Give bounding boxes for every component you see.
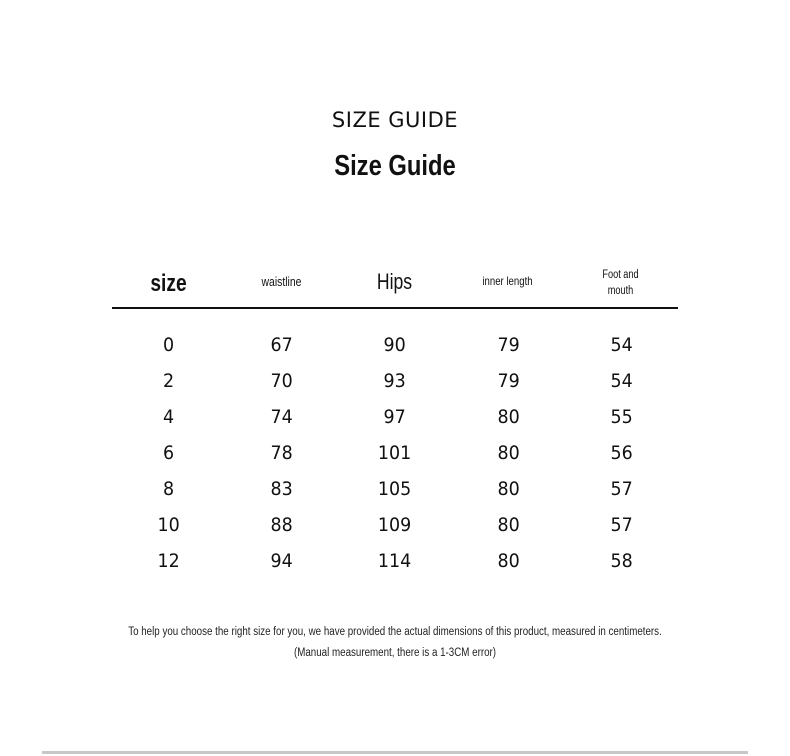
cell-inner-length: 80 xyxy=(497,478,520,500)
column-header-size: size xyxy=(150,270,187,297)
cell-inner-length: 80 xyxy=(497,550,520,572)
cell-waistline: 67 xyxy=(270,334,293,356)
cell-hips: 90 xyxy=(383,334,407,356)
cell-waistline: 70 xyxy=(270,370,293,392)
table-row xyxy=(112,399,678,435)
cell-size: 10 xyxy=(157,514,180,536)
table-row xyxy=(112,507,678,543)
cell-foot-and-mouth: 54 xyxy=(610,334,633,356)
cell-hips: 93 xyxy=(383,370,407,392)
cell-hips: 101 xyxy=(378,442,412,464)
cell-foot-and-mouth: 57 xyxy=(610,478,633,500)
cell-inner-length: 80 xyxy=(497,514,520,536)
cell-waistline: 94 xyxy=(270,550,293,572)
measurement-error-note: (Manual measurement, there is a 1-3CM error) xyxy=(293,647,497,659)
cell-inner-length: 80 xyxy=(497,406,520,428)
foot-header-line-1: Foot and xyxy=(602,269,639,281)
cell-foot-and-mouth: 56 xyxy=(610,442,633,464)
foot-header-line-2: mouth xyxy=(607,285,634,297)
table-body xyxy=(112,309,678,579)
table-row xyxy=(112,543,678,579)
cell-hips: 114 xyxy=(378,550,412,572)
table-row xyxy=(112,435,678,471)
column-header-foot-and-mouth xyxy=(575,267,665,299)
cell-size: 2 xyxy=(163,370,175,392)
cell-hips: 97 xyxy=(383,406,407,428)
cell-inner-length: 79 xyxy=(497,334,520,356)
cell-waistline: 88 xyxy=(270,514,293,536)
column-header-waistline: waistline xyxy=(261,274,302,289)
table-row xyxy=(112,327,678,363)
table-row xyxy=(112,363,678,399)
cell-inner-length: 79 xyxy=(497,370,520,392)
cell-waistline: 78 xyxy=(270,442,293,464)
cell-foot-and-mouth: 54 xyxy=(610,370,633,392)
measurement-note: To help you choose the right size for you, we have provided the actual dimensions of this product, measured in centimeters. xyxy=(128,626,662,638)
bottom-divider xyxy=(42,751,748,754)
cell-waistline: 83 xyxy=(270,478,293,500)
cell-size: 0 xyxy=(163,334,175,356)
cell-foot-and-mouth: 57 xyxy=(610,514,633,536)
size-guide-heading-upper: SIZE GUIDE xyxy=(331,108,459,132)
column-header-inner-length: inner length xyxy=(482,274,533,288)
size-guide-heading: Size Guide xyxy=(334,150,456,182)
cell-inner-length: 80 xyxy=(497,442,520,464)
cell-waistline: 74 xyxy=(270,406,293,428)
cell-size: 4 xyxy=(163,406,175,428)
cell-size: 12 xyxy=(157,550,180,572)
cell-size: 8 xyxy=(163,478,175,500)
table-header xyxy=(112,258,678,309)
cell-size: 6 xyxy=(163,442,175,464)
size-table xyxy=(112,258,678,579)
table-row xyxy=(112,471,678,507)
column-header-hips: Hips xyxy=(376,269,413,294)
cell-hips: 105 xyxy=(378,478,412,500)
cell-hips: 109 xyxy=(378,514,412,536)
cell-foot-and-mouth: 55 xyxy=(610,406,633,428)
cell-foot-and-mouth: 58 xyxy=(610,550,633,572)
